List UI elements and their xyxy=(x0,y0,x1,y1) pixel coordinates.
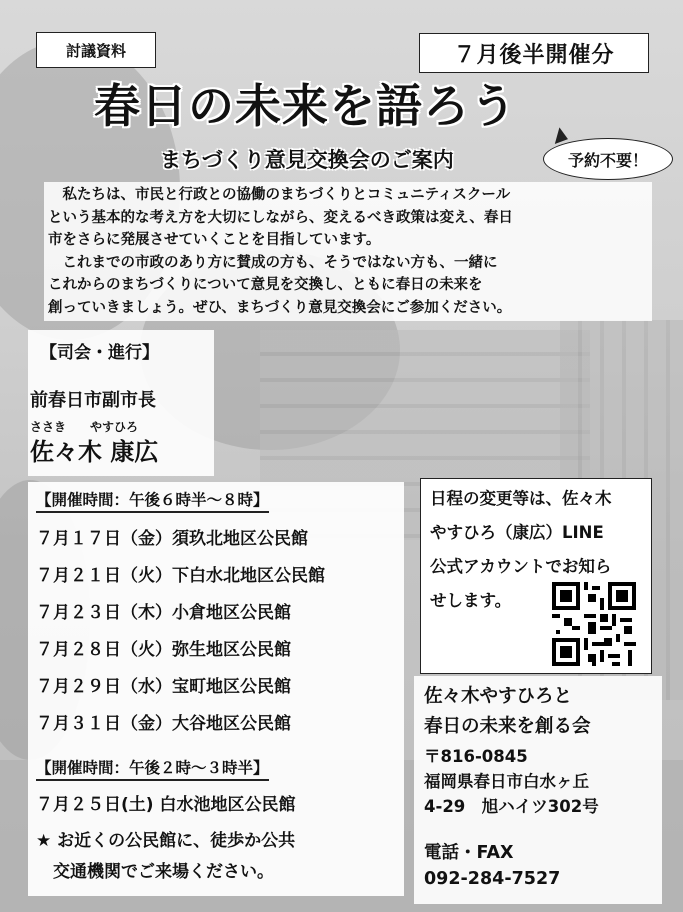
schedule-row: ７月２９日（水）宝町地区公民館 xyxy=(36,677,291,697)
intro-line: 私たちは、市民と行政との協働のまちづくりとコミュニティスクール xyxy=(48,187,511,203)
intro-line: これまでの市政のあり方に賛成の方も、そうではない方も、一緒に xyxy=(48,254,498,271)
phone-number: 092-284-7527 xyxy=(424,869,561,889)
schedule-row: ７月２１日（火）下白水北地区公民館 xyxy=(36,566,325,586)
info-line: やすひろ（康広）LINE xyxy=(430,523,604,542)
organization-address xyxy=(424,744,599,819)
access-note-line: ★ お近くの公民館に、徒歩か公共 xyxy=(36,831,296,851)
access-note-line: 交通機関でご来場ください。 xyxy=(36,862,274,882)
host-name: 佐々木 康広 xyxy=(30,438,159,466)
organization-phone xyxy=(424,840,560,892)
schedule-row: ７月２８日（火）弥生地区公民館 xyxy=(36,640,291,660)
info-line: せします。 xyxy=(430,591,512,610)
document-label: 討議資料 xyxy=(36,32,156,68)
main-title: 春日の未来を語ろう xyxy=(94,79,517,133)
subtitle: まちづくり意見交換会のご案内 xyxy=(160,148,454,172)
afternoon-time-heading: 【開催時間：午後２時～３時半】 xyxy=(36,756,269,781)
schedule-row: ７月１７日（金）須玖北地区公民館 xyxy=(36,529,308,549)
host-title: 前春日市副市長 xyxy=(30,390,156,411)
organization-name-line: 佐々木やすひろと xyxy=(424,686,573,707)
intro-line: 市をさらに発展させていくことを目指しています。 xyxy=(48,232,381,248)
info-line: 公式アカウントでお知ら xyxy=(430,557,612,576)
intro-line: 創っていきましょう。ぜひ、まちづくり意見交換会にご参加ください。 xyxy=(48,299,512,316)
period-label: ７月後半開催分 xyxy=(419,33,649,73)
access-note xyxy=(36,826,295,888)
intro-line: これからのまちづくりについて意見を交換し、ともに春日の未来を xyxy=(48,277,483,293)
no-reservation-bubble: 予約不要！ xyxy=(543,138,673,180)
host-name-ruby: ささき やすひろ xyxy=(30,420,139,434)
organization-name xyxy=(424,682,591,742)
evening-time-heading: 【開催時間：午後６時半～８時】 xyxy=(36,488,269,513)
speech-bubble-tail xyxy=(550,126,568,144)
host-heading: 【司会・進行】 xyxy=(40,343,159,363)
schedule-row: ７月２５日(土) 白水池地区公民館 xyxy=(36,795,296,815)
intro-line: という基本的な考え方を大切にしながら、変えるべき政策は変え、春日 xyxy=(48,209,513,226)
address-line: 4-29 旭ハイツ302号 xyxy=(424,797,599,816)
postal-code: 〒816-0845 xyxy=(424,747,528,766)
schedule-row: ７月２３日（木）小倉地区公民館 xyxy=(36,603,291,623)
info-line: 日程の変更等は、佐々木 xyxy=(430,489,612,508)
qr-code-icon[interactable] xyxy=(552,582,636,666)
phone-label: 電話・FAX xyxy=(424,843,514,863)
intro-text xyxy=(44,182,652,321)
schedule-row: ７月３１日（金）大谷地区公民館 xyxy=(36,714,291,734)
address-line: 福岡県春日市白水ヶ丘 xyxy=(424,772,589,791)
organization-name-line: 春日の未来を創る会 xyxy=(424,716,591,737)
